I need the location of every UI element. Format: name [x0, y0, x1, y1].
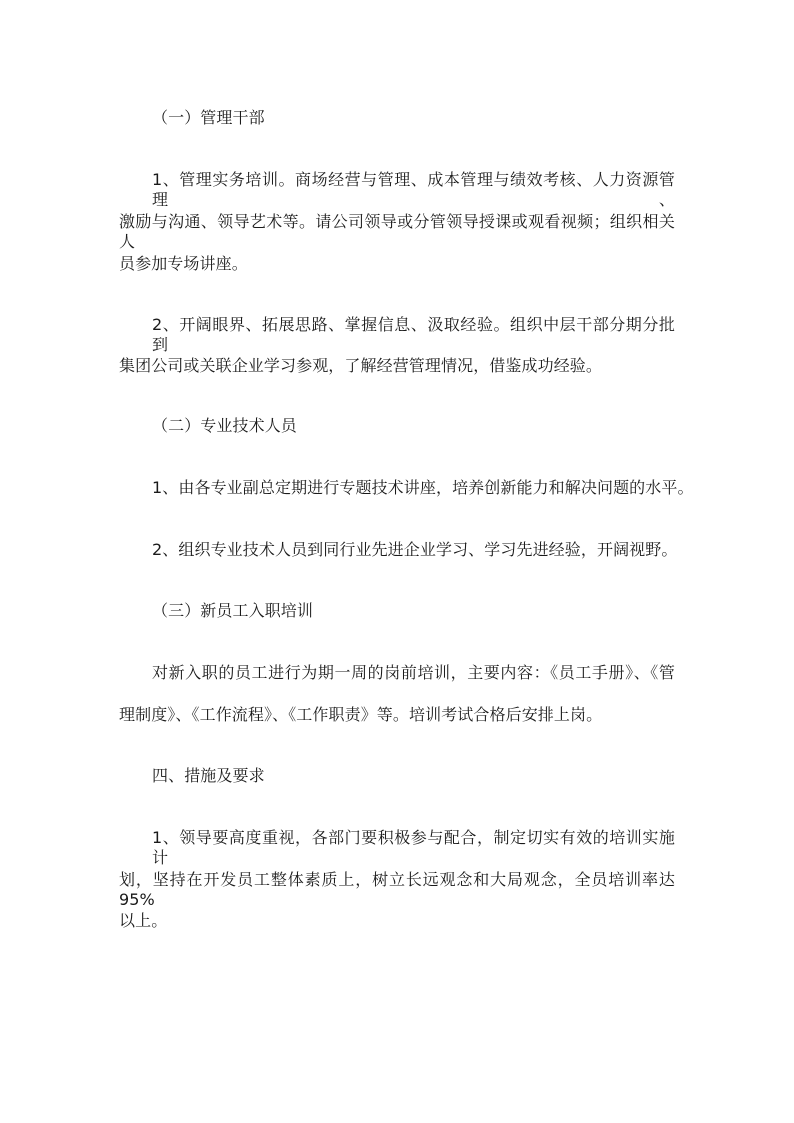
paragraph-line: 对新入职的员工进行为期一周的岗前培训，主要内容：《员工手册》、《管 — [152, 663, 675, 682]
paragraph-line: 集团公司或关联企业学习参观，了解经营管理情况，借鉴成功经验。 — [119, 356, 603, 375]
section-heading-management: （一）管理干部 — [152, 108, 265, 127]
section-heading-new-employee: （三）新员工入职培训 — [152, 601, 314, 620]
section-heading-measures: 四、措施及要求 — [152, 766, 265, 785]
paragraph-line: 1、由各专业副总定期进行专题技术讲座，培养创新能力和解决问题的水平。 — [152, 478, 694, 497]
paragraph-line: 划，坚持在开发员工整体素质上，树立长远观念和大局观念，全员培训率达 95% — [119, 870, 675, 909]
section-heading-technical: （二）专业技术人员 — [152, 416, 297, 435]
paragraph-line: 以上。 — [119, 911, 168, 930]
paragraph-line: 1、领导要高度重视，各部门要积极参与配合，制定切实有效的培训实施计 — [152, 828, 675, 867]
paragraph-line: 2、开阔眼界、拓展思路、掌握信息、汲取经验。组织中层干部分期分批到 — [152, 315, 675, 354]
paragraph-line: 2、组织专业技术人员到同行业先进企业学习、学习先进经验，开阔视野。 — [152, 540, 678, 559]
paragraph-line: 员参加专场讲座。 — [119, 254, 248, 273]
paragraph-line: 理制度》、《工作流程》、《工作职责》等。培训考试合格后安排上岗。 — [119, 705, 603, 724]
paragraph-line: 1、管理实务培训。商场经营与管理、成本管理与绩效考核、人力资源管理、 — [152, 170, 675, 209]
paragraph-line: 激励与沟通、领导艺术等。请公司领导或分管领导授课或观看视频；组织相关人 — [119, 212, 675, 251]
